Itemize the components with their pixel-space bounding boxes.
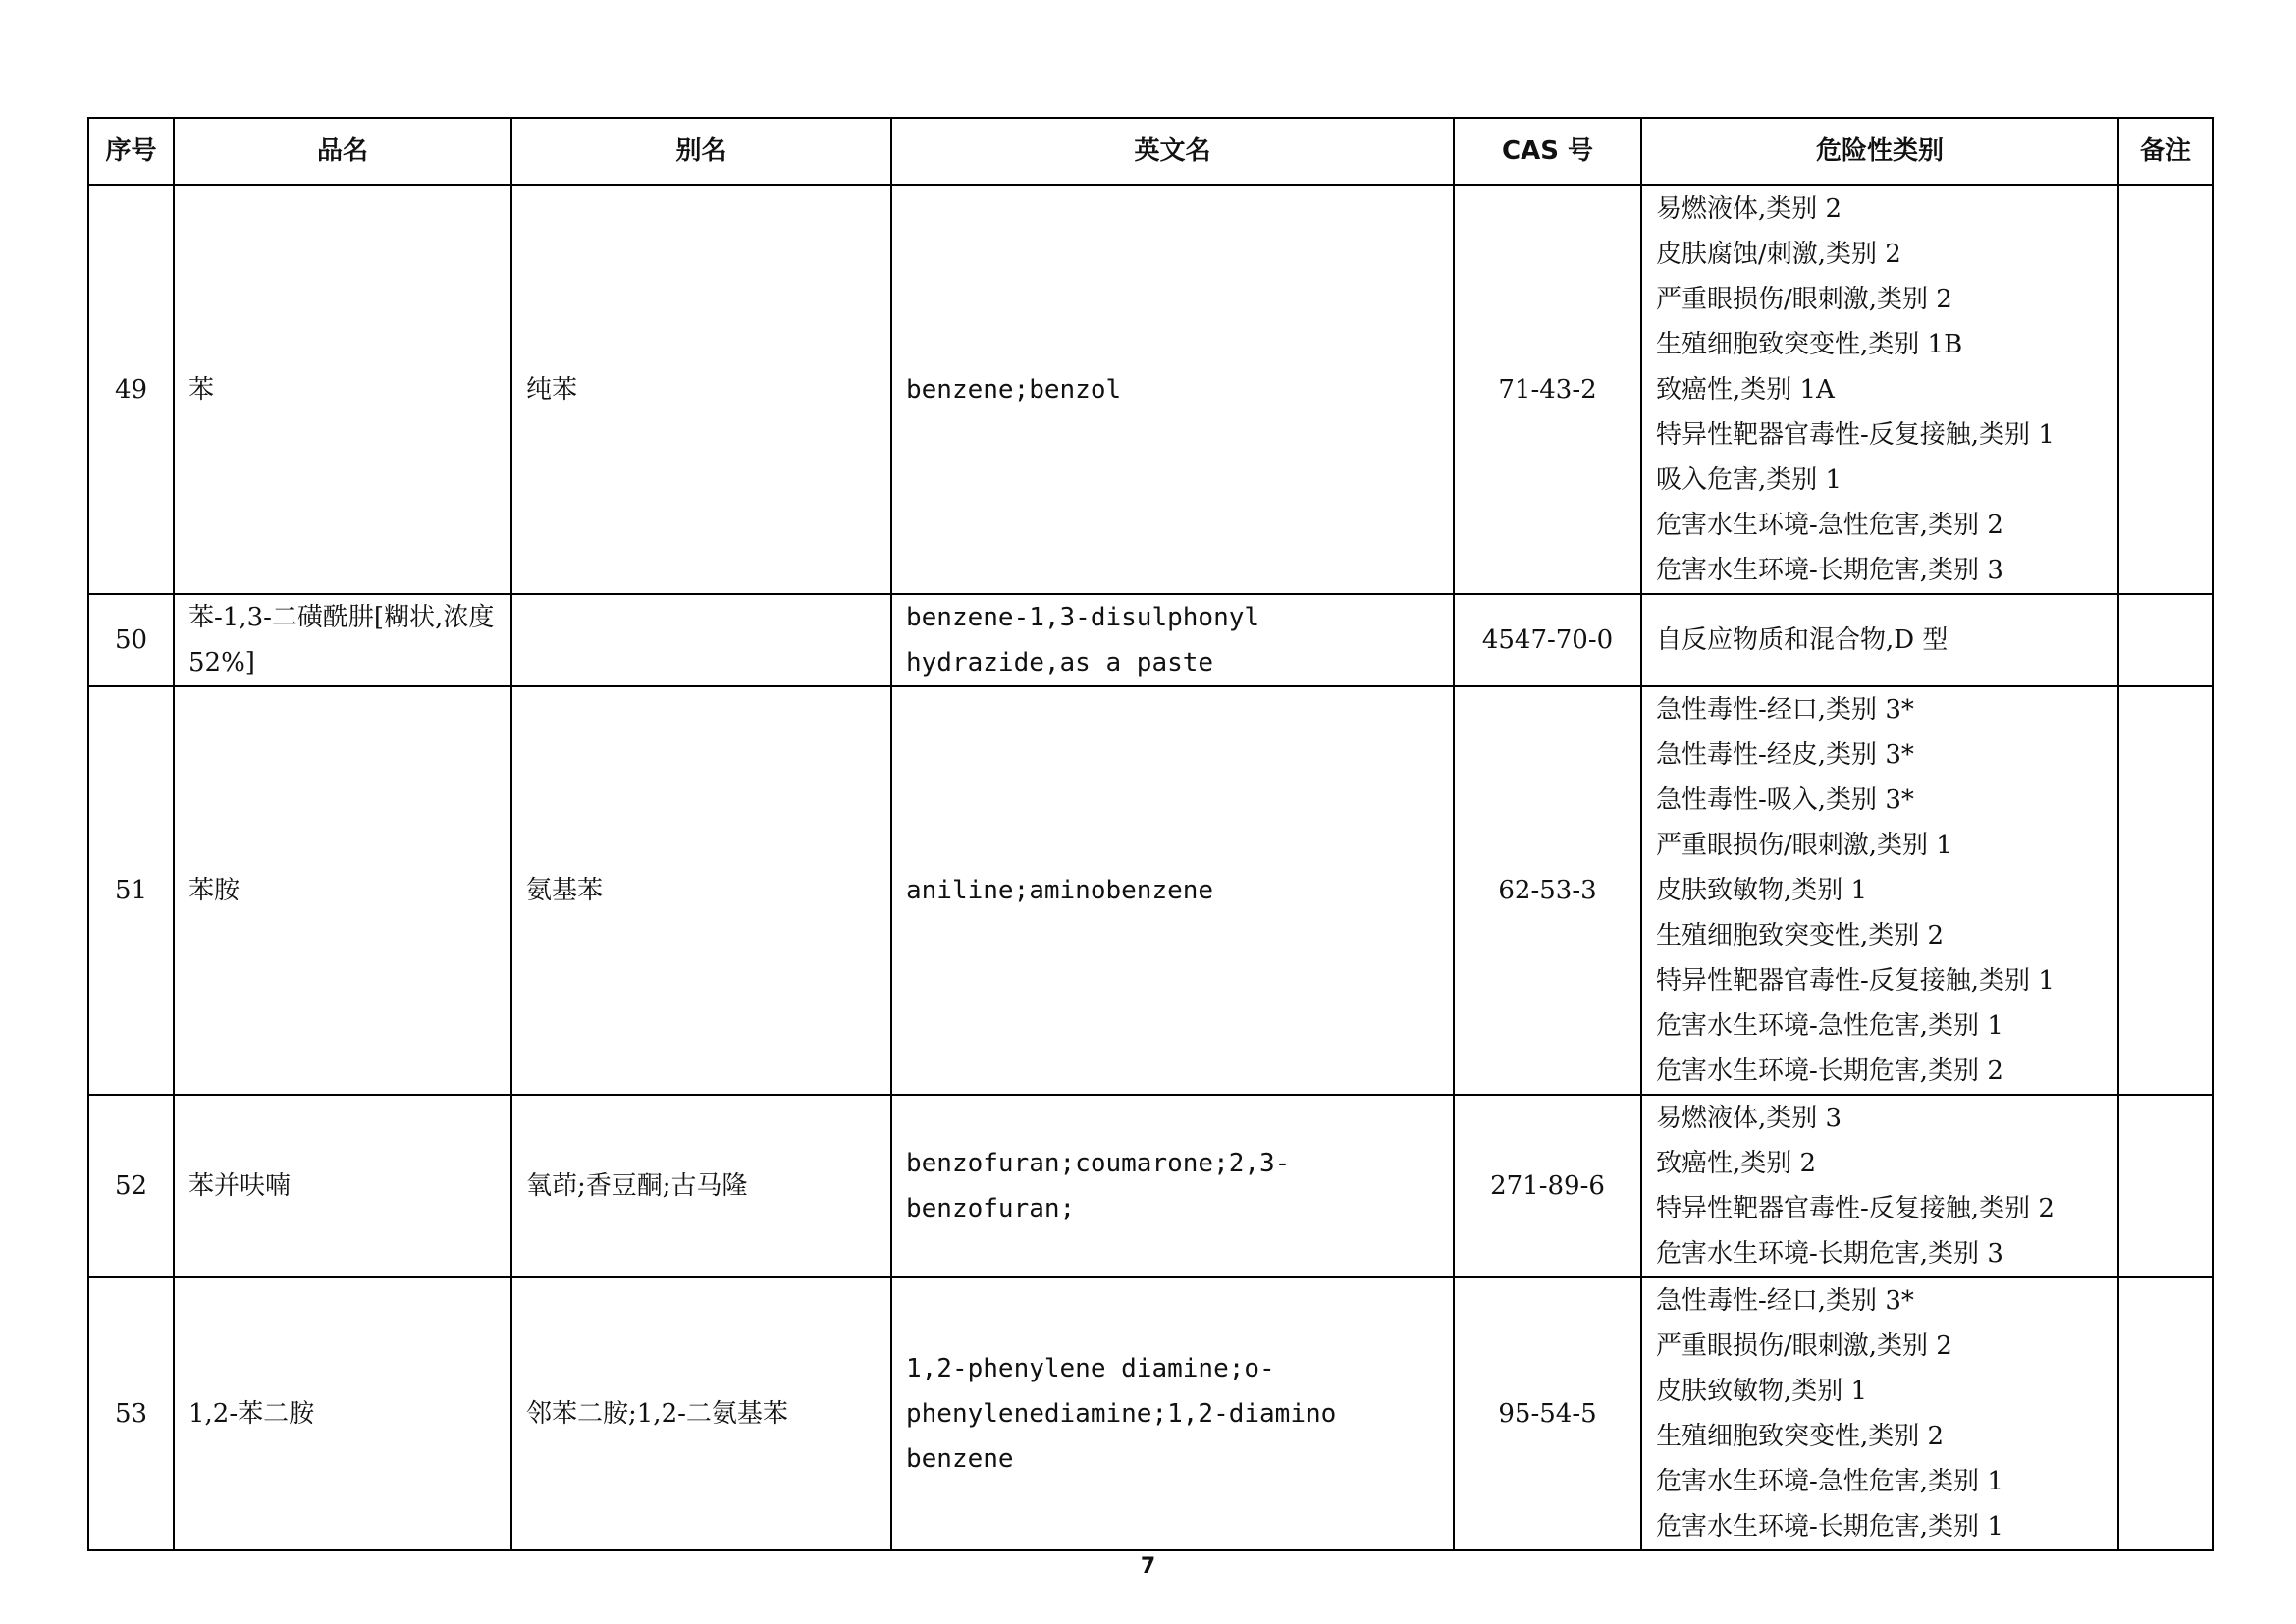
hazard-item: 严重眼损伤/眼刺激,类别 2	[1656, 1331, 1952, 1361]
row-remark	[2118, 686, 2213, 1095]
row-remark	[2118, 1277, 2213, 1550]
table-row	[88, 594, 2213, 686]
hazard-item: 易燃液体,类别 2	[1656, 193, 1842, 224]
row-hazard-list	[1641, 594, 2118, 686]
hazard-item: 危害水生环境-急性危害,类别 1	[1656, 1011, 2003, 1041]
row-cas: 95-54-5	[1454, 1277, 1641, 1550]
table-header-row	[88, 118, 2213, 185]
hazard-item: 自反应物质和混合物,D 型	[1656, 625, 1949, 655]
hazard-item: 皮肤腐蚀/刺激,类别 2	[1656, 239, 1901, 269]
hazardous-chemicals-table	[87, 117, 2214, 1551]
row-cas: 4547-70-0	[1454, 594, 1641, 686]
row-name: 苯-1,3-二磺酰肼[糊状,浓度 52%]	[174, 594, 511, 686]
row-hazard-list	[1641, 686, 2118, 1095]
row-no: 51	[88, 686, 174, 1095]
row-no: 53	[88, 1277, 174, 1550]
table-row	[88, 686, 2213, 1095]
hazard-item: 危害水生环境-长期危害,类别 3	[1656, 1239, 2003, 1269]
row-hazard-list	[1641, 185, 2118, 594]
row-remark	[2118, 185, 2213, 594]
hazard-item: 危害水生环境-急性危害,类别 1	[1656, 1467, 2003, 1496]
row-english-name: benzene;benzol	[891, 185, 1454, 594]
row-alias: 纯苯	[511, 185, 891, 594]
page-number: 7	[1140, 1554, 1156, 1579]
header-name: 品名	[174, 118, 511, 185]
row-no: 49	[88, 185, 174, 594]
row-remark	[2118, 594, 2213, 686]
row-english-name: benzene-1,3-disulphonyl hydrazide,as a paste	[891, 594, 1454, 686]
hazard-item: 危害水生环境-长期危害,类别 3	[1656, 555, 2003, 585]
header-cas: CAS 号	[1454, 118, 1641, 185]
row-english-name: 1,2-phenylene diamine;o-phenylenediamine;1,2-diamino benzene	[891, 1277, 1454, 1550]
row-name: 1,2-苯二胺	[174, 1277, 511, 1550]
row-english-name: benzofuran;coumarone;2,3-benzofuran;	[891, 1095, 1454, 1277]
hazard-item: 严重眼损伤/眼刺激,类别 1	[1656, 831, 1952, 860]
hazard-item: 危害水生环境-急性危害,类别 2	[1656, 510, 2003, 540]
header-english-name: 英文名	[891, 118, 1454, 185]
hazard-item: 易燃液体,类别 3	[1656, 1104, 1842, 1133]
hazard-item: 特异性靶器官毒性-反复接触,类别 1	[1656, 966, 2055, 996]
table-row	[88, 1277, 2213, 1550]
row-cas: 62-53-3	[1454, 686, 1641, 1095]
row-no: 50	[88, 594, 174, 686]
hazard-item: 危害水生环境-长期危害,类别 2	[1656, 1056, 2003, 1086]
row-alias	[511, 594, 891, 686]
hazard-item: 特异性靶器官毒性-反复接触,类别 1	[1656, 419, 2055, 450]
hazard-item: 急性毒性-吸入,类别 3*	[1656, 785, 1914, 815]
header-alias: 别名	[511, 118, 891, 185]
hazard-item: 危害水生环境-长期危害,类别 1	[1656, 1512, 2003, 1542]
row-hazard-list	[1641, 1095, 2118, 1277]
hazard-item: 急性毒性-经口,类别 3*	[1656, 1286, 1914, 1316]
hazard-item: 致癌性,类别 2	[1656, 1149, 1817, 1178]
row-alias: 氨基苯	[511, 686, 891, 1095]
row-no: 52	[88, 1095, 174, 1277]
row-cas: 71-43-2	[1454, 185, 1641, 594]
hazard-item: 急性毒性-经口,类别 3*	[1656, 695, 1914, 725]
hazard-item: 生殖细胞致突变性,类别 2	[1656, 1422, 1945, 1451]
hazard-item: 致癌性,类别 1A	[1656, 374, 1835, 405]
row-hazard-list	[1641, 1277, 2118, 1550]
hazard-item: 皮肤致敏物,类别 1	[1656, 876, 1868, 905]
row-remark	[2118, 1095, 2213, 1277]
row-name: 苯胺	[174, 686, 511, 1095]
row-alias: 邻苯二胺;1,2-二氨基苯	[511, 1277, 891, 1550]
row-cas: 271-89-6	[1454, 1095, 1641, 1277]
hazard-item: 皮肤致敏物,类别 1	[1656, 1377, 1868, 1406]
table-row	[88, 1095, 2213, 1277]
row-alias: 氧茚;香豆酮;古马隆	[511, 1095, 891, 1277]
row-name: 苯并呋喃	[174, 1095, 511, 1277]
header-remark: 备注	[2118, 118, 2213, 185]
row-english-name: aniline;aminobenzene	[891, 686, 1454, 1095]
hazard-item: 特异性靶器官毒性-反复接触,类别 2	[1656, 1194, 2055, 1223]
header-hazard-class: 危险性类别	[1641, 118, 2118, 185]
hazard-item: 急性毒性-经皮,类别 3*	[1656, 740, 1914, 770]
table-row	[88, 185, 2213, 594]
hazard-item: 生殖细胞致突变性,类别 1B	[1656, 329, 1963, 359]
header-no: 序号	[88, 118, 174, 185]
row-name: 苯	[174, 185, 511, 594]
hazard-item: 生殖细胞致突变性,类别 2	[1656, 921, 1945, 950]
hazard-item: 吸入危害,类别 1	[1656, 464, 1842, 495]
hazard-item: 严重眼损伤/眼刺激,类别 2	[1656, 284, 1952, 314]
